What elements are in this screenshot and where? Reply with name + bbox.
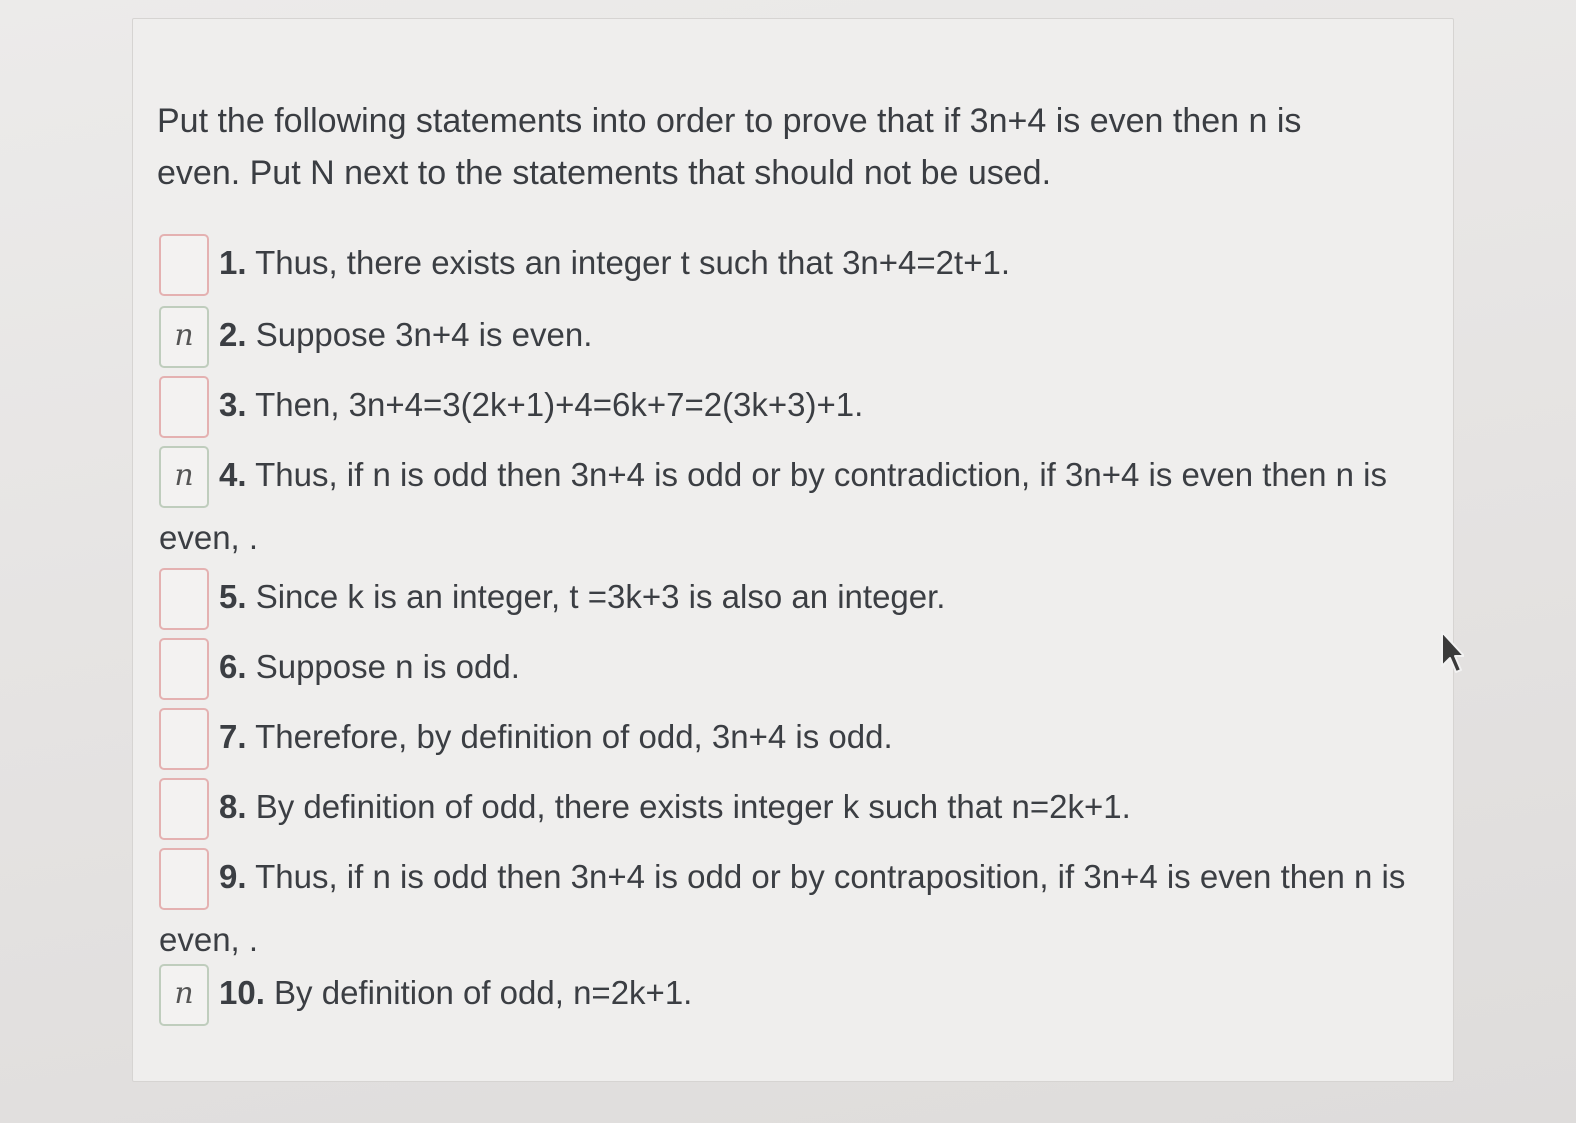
- statement-item-1: [159, 233, 1419, 296]
- statement-item-7: [159, 707, 1419, 770]
- statement-number: 3.: [219, 386, 247, 423]
- statement-text: Suppose 3n+4 is even.: [255, 316, 593, 353]
- statement-text: Thus, there exists an integer t such that 3n+4=2t+1.: [255, 244, 1011, 281]
- statement-item-9: [159, 847, 1419, 970]
- statement-text: Since k is an integer, t =3k+3 is also an integer.: [255, 578, 946, 615]
- order-input-3[interactable]: [159, 376, 209, 438]
- statement-number: 5.: [219, 578, 247, 615]
- statement-item-5: [159, 567, 1419, 630]
- statement-text: By definition of odd, there exists integer k such that n=2k+1.: [255, 788, 1131, 825]
- order-input-2[interactable]: n: [159, 306, 209, 368]
- statement-text: Therefore, by definition of odd, 3n+4 is odd.: [255, 718, 893, 755]
- order-input-10[interactable]: n: [159, 964, 209, 1026]
- order-input-4[interactable]: n: [159, 446, 209, 508]
- statement-number: 4.: [219, 456, 247, 493]
- mouse-pointer-icon: [1440, 630, 1464, 676]
- statement-number: 6.: [219, 648, 247, 685]
- statement-item-3: [159, 375, 1419, 438]
- statement-number: 9.: [219, 858, 247, 895]
- statement-number: 10.: [219, 974, 265, 1011]
- statement-text: Suppose n is odd.: [255, 648, 520, 685]
- order-input-5[interactable]: [159, 568, 209, 630]
- statement-item-6: [159, 637, 1419, 700]
- question-prompt: Put the following statements into order to prove that if 3n+4 is even then n is even. Put N next to the statements that should not be used.: [157, 102, 1302, 192]
- statement-number: 1.: [219, 244, 247, 281]
- statement-number: 2.: [219, 316, 247, 353]
- statement-text: Then, 3n+4=3(2k+1)+4=6k+7=2(3k+3)+1.: [255, 386, 864, 423]
- statement-number: 8.: [219, 788, 247, 825]
- statement-text: Thus, if n is odd then 3n+4 is odd or by contradiction, if 3n+4 is even then n is even, .: [159, 456, 1387, 557]
- order-input-6[interactable]: [159, 638, 209, 700]
- statement-item-2: [159, 305, 1419, 368]
- statement-item-10: [159, 963, 1419, 1026]
- statement-text: By definition of odd, n=2k+1.: [274, 974, 693, 1011]
- statement-text: Thus, if n is odd then 3n+4 is odd or by contraposition, if 3n+4 is even then n is even, .: [159, 858, 1406, 959]
- statement-item-8: [159, 777, 1419, 840]
- order-input-1[interactable]: [159, 234, 209, 296]
- statement-number: 7.: [219, 718, 247, 755]
- statement-item-4: [159, 445, 1419, 568]
- order-input-8[interactable]: [159, 778, 209, 840]
- order-input-9[interactable]: [159, 848, 209, 910]
- question-panel: [132, 18, 1454, 1082]
- order-input-7[interactable]: [159, 708, 209, 770]
